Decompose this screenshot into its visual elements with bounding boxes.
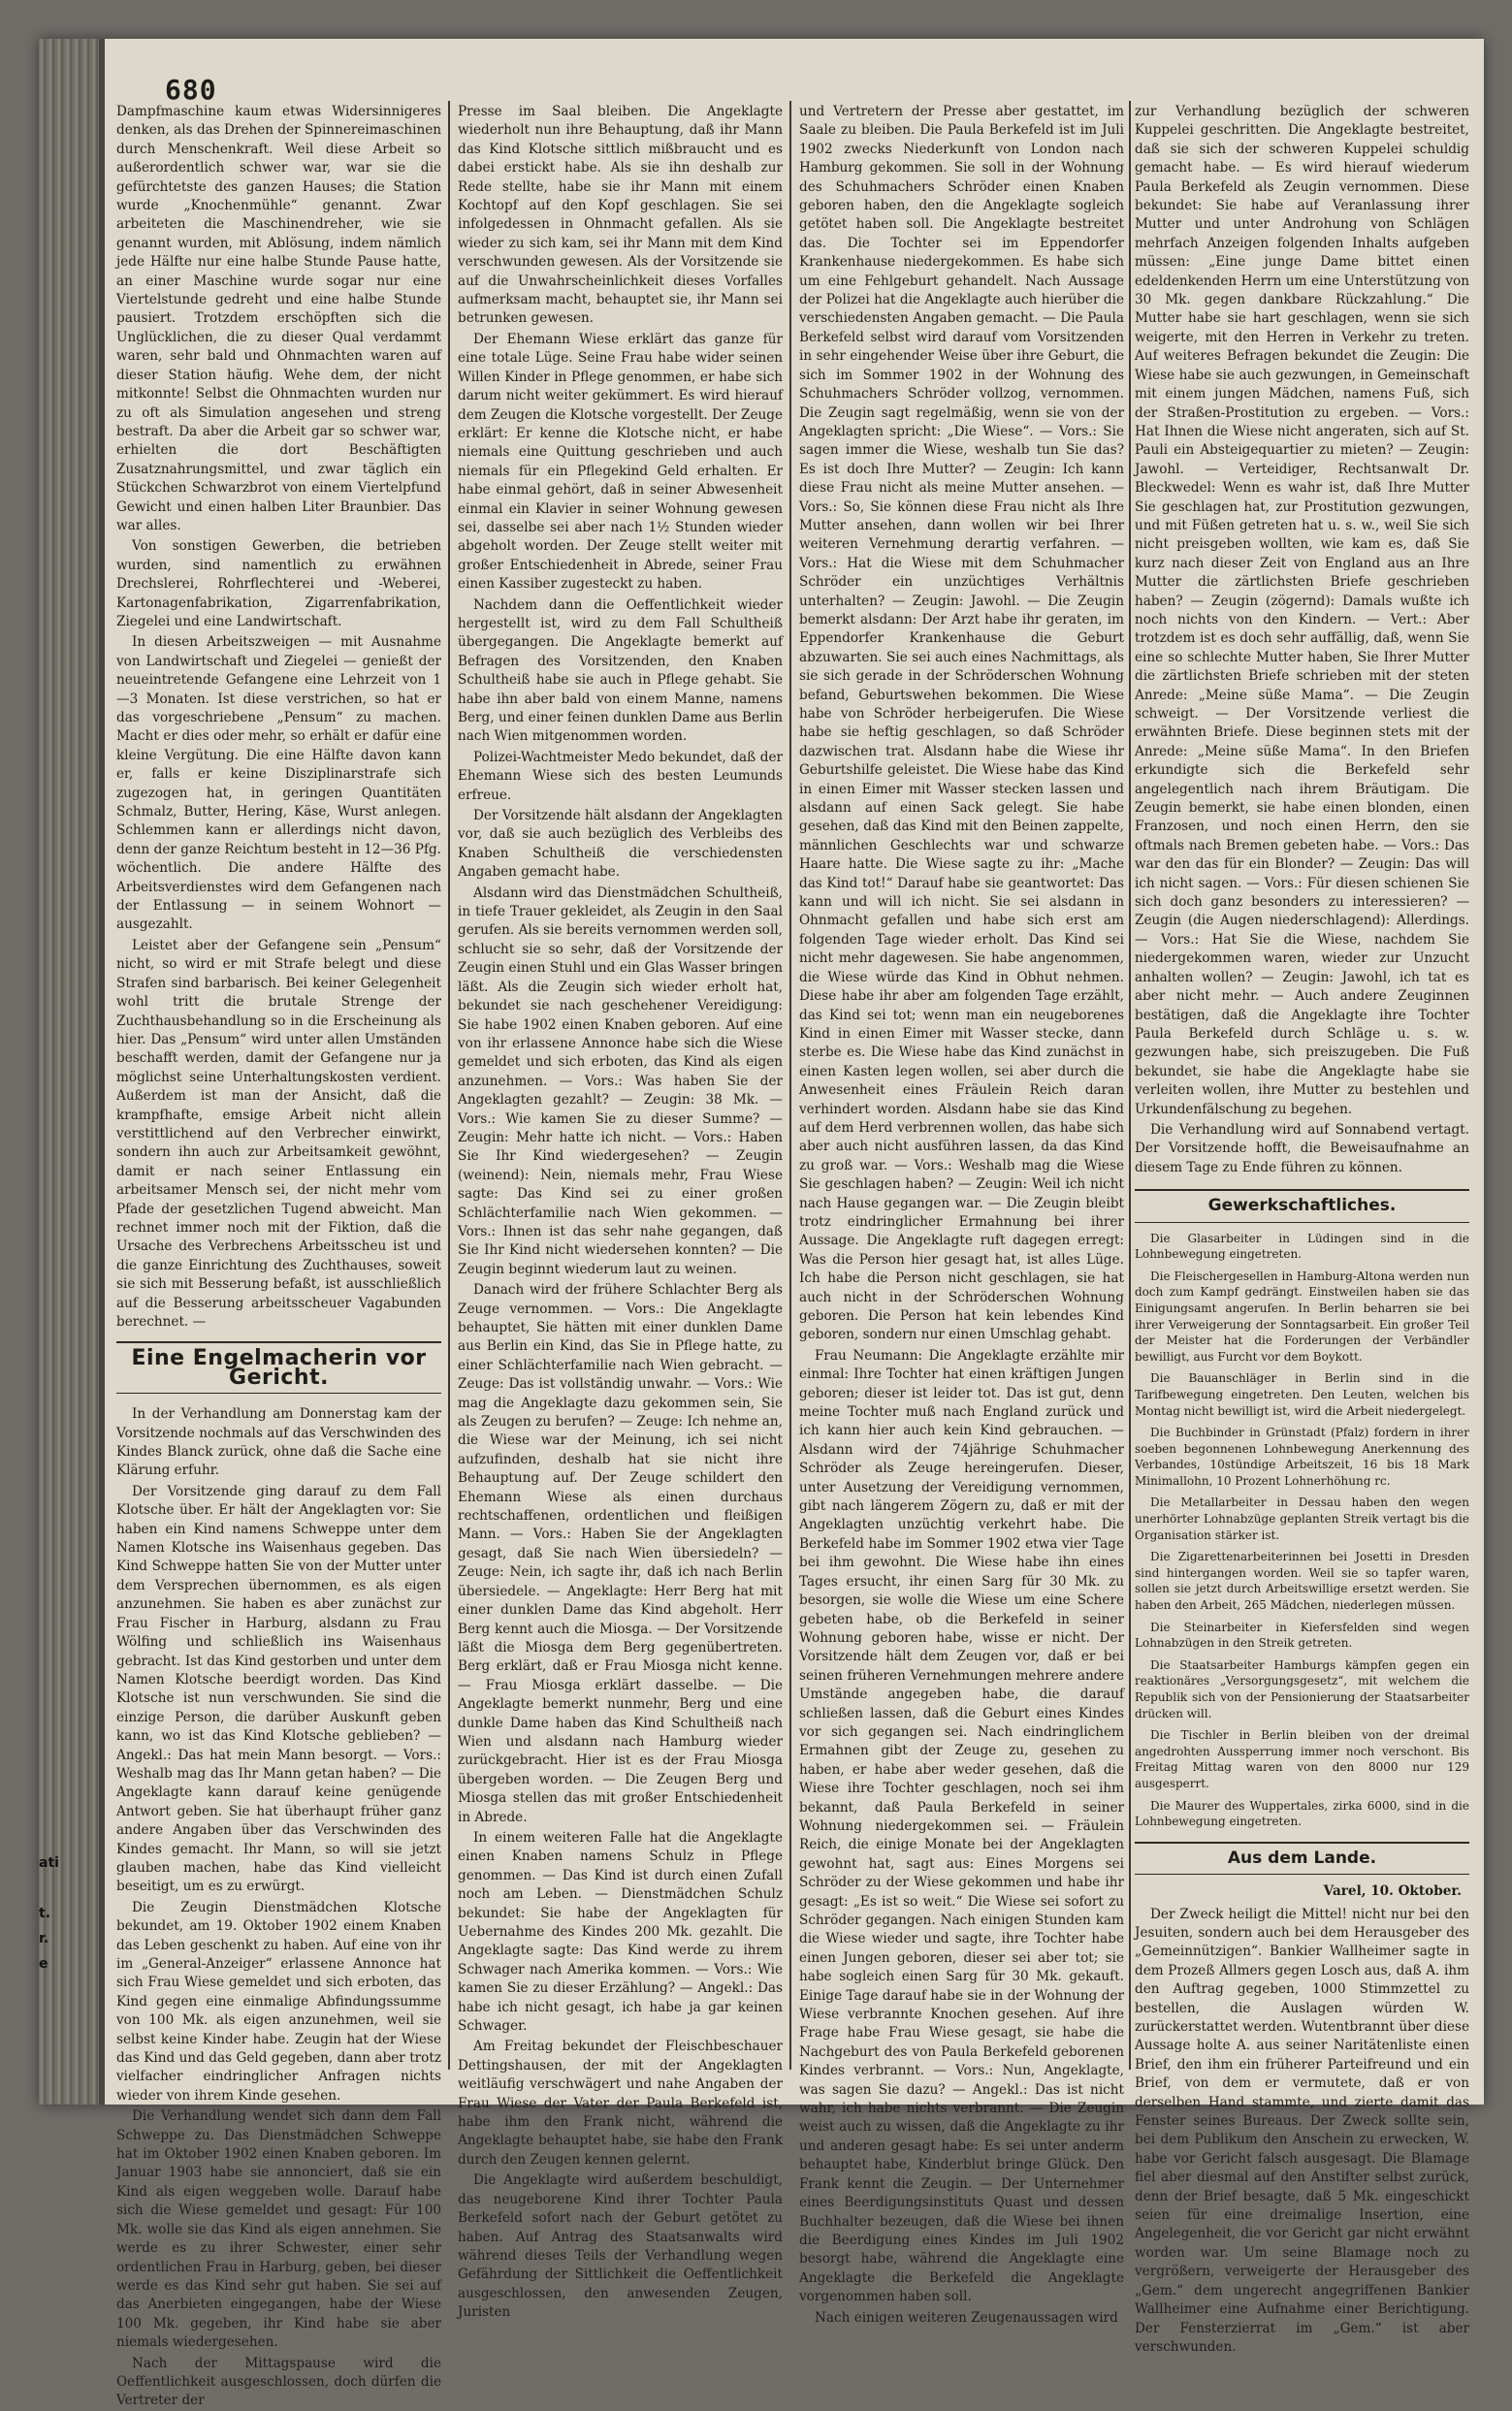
paragraph: In der Verhandlung am Donnerstag kam der Vorsitzende nochmals auf das Verschwinden des Kindes Blanck zurück, ohne daß die Sache eine Klärung erfuhr. xyxy=(116,1406,441,1479)
paragraph: Die Fleischergesellen in Hamburg-Altona werden nun doch zum Kampf gedrängt. Einstweilen haben sie das Einigungsamt angerufen. In Berlin beharren sie bei ihrer Verweigerung der Sonntagsarbeit. Ein großer Teil der Meister hat die Forderungen der Verbändler bewilligt, aus Furcht vor dem Boykott. xyxy=(1135,1269,1469,1364)
paragraph: zur Verhandlung bezüglich der schweren Kuppelei geschritten. Die Angeklagte bestreitet, daß sie sich der schweren Kuppelei schuldig gemacht habe. — Es wird hierauf wiederum Paula Berkefeld als Zeugin vernommen. Diese bekundet: Sie habe auf Veranlassung ihrer Mutter und unter Androhung von Schlägen mehrfach Anzeigen folgenden Inhalts aufgeben müssen: „Eine junge Dame bittet einen edeldenkenden Herrn um eine Unterstützung von 30 Mk. gegen dankbare Rückzahlung.“ Die Mutter habe sie hart geschlagen, wenn sie sich weigerte, mit den Herren in Verkehr zu treten. Auf weiteres Befragen bekundet die Zeugin: Die Wiese habe sie auch gezwungen, in Gemeinschaft mit einem jungen Mädchen, namens Fuß, sich der Straßen-Prostitution zu ergeben. — Vors.: Hat Ihnen die Wiese nicht angeraten, sich auf St. Pauli ein Absteigequartier zu mieten? — Zeugin: Jawohl. — Verteidiger, Rechtsanwalt Dr. Bleckwedel: Wenn es wahr ist, daß Ihre Mutter Sie geschlagen hat, zur Prostitution gezwungen, und mit Füßen getreten hat u. s. w., weil Sie sich nicht preisgeben wollten, wie kam es, daß Sie kurz nach dieser Zeit von England aus an Ihre Mutter die zärtlichsten Briefe geschrieben haben? — Zeugin (zögernd): Damals wußte ich noch nichts von den Kindern. — Vert.: Aber trotzdem ist es doch sehr auffällig, daß, wenn Sie eine so schlechte Mutter haben, Sie Ihrer Mutter die zärtlichsten Briefe schrieben mit der steten Anrede: „Meine süße Mama“. — Die Zeugin schweigt. — Der Vorsitzende verliest die erwähnten Briefe. Diese beginnen stets mit der Anrede: „Meine süße Mama“. In den Briefen erkundigte sich die Berkefeld sehr angelegentlich nach ihrem Bräutigam. Die Zeugin bemerkt, sie habe einen blonden, einen Franzosen, und noch einen Herrn, den sie oftmals nach Bremen gebeten habe. — Vors.: Das war den das für ein Blonder? — Zeugin: Das will ich nicht sagen. — Vors.: Für diesen schienen Sie sich doch ganz besonders zu interessieren? — Zeugin (die Augen niederschlagend): Allerdings. — Vors.: Hat Sie die Wiese, nachdem Sie niedergekommen waren, wieder zur Unzucht anhalten wollen? — Zeugin: Jawohl, ich tat es aber nicht mehr. — Auch andere Zeuginnen bestätigen, daß die Angeklagte ihre Tochter Paula Berkefeld durch Schläge u. s. w. gezwungen habe, sich preiszugeben. Die Fuß bekundet, sie habe die Angeklagte habe sie verleiten wollen, ihre Mutter zu bestehlen und Urkundenfälschung zu begehen. xyxy=(1135,104,1469,1117)
paragraph: Leistet aber der Gefangene sein „Pensum“ nicht, so wird er mit Strafe belegt und diese Strafen sind barbarisch. Bei keiner Gelegenheit wohl tritt die brutale Strenge der Zuchthausbehandlung so in die Erscheinung als hier. Das „Pensum“ wird unter allen Umständen beschafft werden, damit der Gefangene nur ja möglichst seine Unterhaltungskosten verdient. Außerdem ist man der Ansicht, daß die krampfhafte, emsige Arbeit nicht allein verstittlichend auf den Verbrecher einwirkt, sondern ihn auch zur Arbeitsamkeit gewöhnt, damit er nach seiner Entlassung ein arbeitsamer Mensch sei, der nicht mehr vom Pfade der gesetzlichen Tugend abweicht. Man rechnet immer noch mit der Fiktion, daß die Ursache des Verbrechens Arbeitsscheu ist und die ganze Einrichtung des Zuchthauses, soweit sie sich mit Besserung befaßt, ist ausschließlich auf die Besserung arbeitsscheuer Vagabunden berechnet. — xyxy=(116,937,441,1330)
paragraph: In einem weiteren Falle hat die Angeklagte einen Knaben namens Schulz in Pflege genommen. — Das Kind ist durch einen Zufall noch am Leben. — Dienstmädchen Schulz bekundet: Sie habe der Angeklagten für Uebernahme des Kindes 200 Mk. gezahlt. Die Angeklagte sagte: Das Kind werde zu ihrem Schwager nach Amerika kommen. — Vors.: Wie kamen Sie zu dieser Erzählung? — Angekl.: Das habe ich nicht gesagt, ich habe ja gar keinen Schwager. xyxy=(458,1829,783,2035)
adjacent-page-fragment xyxy=(39,1850,59,1977)
paragraph: Am Freitag bekundet der Fleischbeschauer Dettingshausen, der mit der Angeklagten weitläufig verschwägert und nahe Angaben der Frau Wiese der Vater der Paula Berkefeld ist, habe ihm den Frank nicht, während die Angeklagte behauptet habe, sie habe den Frank durch den Zeugen kennen gelernt. xyxy=(458,2039,783,2168)
paragraph: Die Buchbinder in Grünstadt (Pfalz) fordern in ihrer soeben begonnenen Lohnbewegung Anerkennung des Verbandes, 10stündige Arbeitszeit, 16 bis 18 Mark Minimallohn, 10 Prozent Lohnerhöhung rc. xyxy=(1135,1426,1469,1488)
paragraph: Der Vorsitzende ging darauf zu dem Fall Klotsche über. Er hält der Angeklagten vor: Sie haben ein Kind namens Schweppe unter dem Namen Klotsche ins Waisenhaus gegeben. Das Kind Schweppe hatten Sie von der Mutter unter dem Versprechen übernommen, es als eigen anzunehmen. Sie haben es aber zunächst zur Frau Fischer in Harburg, alsdann zu Frau Wölfing und schließlich ins Waisenhaus gebracht. Ist das Kind gestorben und unter dem Namen Klotsche beerdigt worden. Das Kind Klotsche ist nun verschwunden. Sie sind die einzige Person, die darüber Auskunft geben kann, wo ist das Kind Klotsche geblieben? — Angekl.: Das hat mein Mann besorgt. — Vors.: Weshalb mag das Ihr Mann getan haben? — Die Angeklagte kann darauf keine genügende Antwort geben. Sie hat überhaupt früher ganz andere Angaben über das Verschwinden des Kindes gemacht. Ihr Mann, so will sie jetzt glauben machen, habe das Kind vielleicht beseitigt, um es zu erwürgt. xyxy=(116,1483,441,1895)
column-4 xyxy=(1135,103,1469,2355)
article-body-engelmacherin xyxy=(116,1405,441,2411)
section-heading-gewerkschaftliches: Gewerkschaftliches. xyxy=(1135,1189,1469,1222)
paragraph: Dampfmaschine kaum etwas Widersinnigeres denken, als das Drehen der Spinnereimaschinen durch Menschenkraft. Weil diese Arbeit so außerordentlich schwer war, war sie die gefürchtetste des ganzen Hauses; die Station wurde „Knochenmühle“ genannt. Zwar arbeiteten die Maschinendreher, wie sie genannt wurden, mit Ablösung, indem nämlich jede Hälfte nur eine halbe Stunde Pause hatte, an einer Maschine wurde sogar nur eine Viertelstunde gedreht und eine halbe Stunde pausiert. Trotzdem erschöpften sich die Unglücklichen, die zu dieser Qual verdammt waren, sehr bald und Ohnmachten waren auf dieser Station häufig. Wehe dem, der nicht mitkonnte! Selbst die Ohnmachten wurden nur zu oft als Simulation angesehen und streng bestraft. Da aber die Arbeit gar so schwer war, erhielten die dort Beschäftigten Zusatznahrungsmittel, und zwar täglich ein Stückchen Schwarzbrot von einem Viertelpfund Gewicht und einen halben Liter Braunbier. Das war alles. xyxy=(116,104,441,533)
paragraph: Der Ehemann Wiese erklärt das ganze für eine totale Lüge. Seine Frau habe wider seinen Willen Kinder in Pflege genommen, er habe sich darum nicht weiter gekümmert. Es wird hierauf dem Zeugen die Klotsche vorgestellt. Der Zeuge erklärt: Er kenne die Klotsche nicht, er habe niemals eine Quittung geschrieben und auch niemals für ein Pflegekind Geld erhalten. Er habe einmal gehört, daß in seiner Abwesenheit einmal ein Klavier in seiner Wohnung gewesen sei, dasselbe sei aber nach 1½ Stunden wieder abgeholt worden. Der Zeuge stellt weiter mit großer Entschiedenheit in Abrede, seiner Frau einen Kassiber zugesteckt zu haben. xyxy=(458,331,783,593)
paragraph: Nach einigen weiteren Zeugenaussagen wird xyxy=(815,2309,1118,2326)
column-3 xyxy=(799,103,1124,2326)
paragraph: Die Verhandlung wird auf Sonnabend vertagt. Der Vorsitzende hofft, die Beweisaufnahme an diesem Tage zu Ende führen zu können. xyxy=(1135,1121,1469,1175)
article-continued-prison-labor xyxy=(116,103,441,1332)
fragment-line: r. xyxy=(39,1931,49,1946)
binding-edge xyxy=(99,39,105,2105)
page-number: 680 xyxy=(165,74,217,106)
section-heading-aus-dem-lande: Aus dem Lande. xyxy=(1135,1842,1469,1875)
paragraph: Die Bauanschläger in Berlin sind in die Tarifbewegung eingetreten. Den Leuten, welchen bis Montag nicht bewilligt ist, wird die Arbeit niedergelegt. xyxy=(1135,1371,1469,1418)
paragraph: Die Verhandlung wendet sich dann dem Fall Schweppe zu. Das Dienstmädchen Schweppe hat im Oktober 1902 einen Knaben geboren. Im Januar 1903 habe sie annonciert, daß sie ein Kind als eigen weggeben wolle. Darauf habe sich die Wiese gemeldet und gesagt: Für 100 Mk. wolle sie das Kind als eigen annehmen. Sie werde es zu ihrer Schwester, einer sehr ordentlichen Frau in Harburg, geben, bei dieser werde es das Kind sehr gut haben. Sie sei auf das Anerbieten eingegangen, habe der Wiese 100 Mk. gegeben, ihr Kind habe sie aber niemals wiedergesehen. xyxy=(116,2108,441,2351)
article-body-continued xyxy=(458,103,783,2323)
paragraph: und Vertretern der Presse aber gestattet, im Saale zu bleiben. Die Paula Berkefeld ist im Juli 1902 zwecks Niederkunft von London nach Hamburg gekommen. Sie soll in der Wohnung des Schuhmachers Schröder einen Knaben geboren haben, den die Angeklagte sogleich getötet haben soll. Die Angeklagte bestreitet das. Die Tochter sei im Eppendorfer Krankenhause niedergekommen. Es habe sich um eine Fehlgeburt gehandelt. Nach Aussage der Polizei hat die Angeklagte auch hierüber die verschiedensten Angaben gemacht. — Die Paula Berkefeld selbst wird darauf vom Vorsitzenden in sehr eingehender Weise über ihre Geburt, die sich im Sommer 1902 in der Wohnung des Schuhmachers Schröder vollzog, vernommen. Die Zeugin sagt regelmäßig, wenn sie von der Angeklagten spricht: „Die Wiese“. — Vors.: Sie sagen immer die Wiese, weshalb tun Sie das? Es ist doch Ihre Mutter? — Zeugin: Ich kann diese Frau nicht als meine Mutter ansehen. — Vors.: So, Sie können diese Frau nicht als Ihre Mutter ansehen, dann wollen wir bei Ihrer weiteren Vernehmung derartig verfahren. — Vors.: Hat die Wiese mit dem Schuhmacher Schröder ein unzüchtiges Verhältnis unterhalten? — Zeugin: Jawohl. — Die Zeugin bemerkt alsdann: Der Arzt habe ihr geraten, im Eppendorfer Krankenhause die Geburt abzuwarten. Sie sei auch eines Nachmittags, als sie sich gerade in der Schröderschen Wohnung befand, Geburtswehen bekommen. Die Wiese habe von Schröder herbeigerufen. Die Wiese habe sie heftig geschlagen, so daß Schröder dazwischen trat. Alsdann habe die Wiese ihr Geburtshilfe geleistet. Die Wiese habe das Kind in einen Eimer mit Wasser stecken lassen und alsdann auf einen Sack gelegt. Sie habe gesehen, daß das Kind mit den Beinen zappelte, männlichen Geschlechts war und schwarze Haare hatte. Die Wiese sagte zu ihr: „Mache das Kind tot!“ Darauf habe sie geantwortet: Das kann und will ich nicht. Sie sei alsdann in Ohnmacht gefallen und habe sich erst am folgenden Tage wieder erholt. Das Kind sei nicht mehr dagewesen. Sie habe angenommen, die Wiese würde das Kind in Obhut nehmen. Diese habe ihr aber am folgenden Tage erzählt, das Kind sei tot; wenn man ein neugeborenes Kind in einen Eimer mit Wasser stecke, dann sterbe es. Die Wiese habe das Kind zunächst in einen Kasten legen wollen, sei aber durch die Anwesenheit eines Fräulein Reich daran verhindert worden. Alsdann habe sie das Kind auf dem Herd verbrennen wollen, das habe sich aber auch nicht ausführen lassen, da das Kind zu groß war. — Vors.: Weshalb mag die Wiese Sie geschlagen haben? — Zeugin: Weil ich nicht nach Hause gegangen war. — Die Zeugin bleibt trotz eindringlicher Ermahnung bei ihrer Aussage. Die Angeklagte ruft dagegen erregt: Was die Person hier gesagt hat, ist alles Lüge. Ich habe die Person nicht geschlagen, sie hat auch nicht in der Schröderschen Wohnung geboren. Die Person hat kein lebendes Kind geboren, sondern nur einen Umschlag gehabt. xyxy=(799,104,1124,1343)
paragraph: Der Zweck heiligt die Mittel! nicht nur bei den Jesuiten, sondern auch bei dem Herausgeber des „Gemeinnützigen“. Bankier Wallheimer sagte in dem Prozeß Allmers gegen Losch aus, daß A. ihm den Auftrag gegeben, 1000 Stimmzettel zu bestellen, die Auslagen würden W. zurückerstattet werden. Wutentbrannt über diese Aussage holte A. aus seiner Naritätenliste einen Brief, den ihm ein früherer Parteifreund und ein Brief, von dem er vermutete, daß er von derselben Hand stammte, und zierte damit das Fenster seines Bureaus. Der Zweck sollte sein, bei dem Publikum den Anschein zu erwecken, W. habe vor Gericht falsch ausgesagt. Die Blamage fiel aber diesmal auf den Anstifter selbst zurück, denn der Brief besagte, daß 5 Mk. eingeschickt seien für eine dreimalige Insertion, eine Angelegenheit, die vor Gericht gar nicht erwähnt worden war. Um seine Blamage noch zu vergrößern, verweigerte der Herausgeber des „Gem.“ dem ungerecht angegriffenen Bankier Wallheimer eine Aufnahme einer Berichtigung. Der Fensterzierrat im „Gem.“ ist aber verschwunden. xyxy=(1135,1906,1469,2355)
fragment-line: ati xyxy=(39,1855,59,1871)
paragraph: Die Zeugin Dienstmädchen Klotsche bekundet, am 19. Oktober 1902 einem Knaben das Leben geschenkt zu haben. Auf eine von ihr im „General-Anzeiger“ erlassene Annonce hat sich Frau Wiese gemeldet und sich erboten, das Kind gegen eine einmalige Abfindungssumme von 100 Mk. als eigen anzunehmen, weil sie selbst keine Kinder habe. Zeugin hat der Wiese das Kind und das Geld gegeben, dann aber trotz vielfacher eindringlicher Anfragen nichts wieder von ihrem Kinde gesehen. xyxy=(116,1899,441,2104)
article-body-continued xyxy=(799,103,1124,2328)
binding-spine xyxy=(39,39,99,2105)
paragraph: Alsdann wird das Dienstmädchen Schultheiß, in tiefe Trauer gekleidet, als Zeugin in den Saal gerufen. Als sie bereits vernommen werden soll, schlucht sie so sehr, daß der Vorsitzende der Zeugin einen Stuhl und ein Glas Wasser bringen läßt. Als die Zeugin sich wieder erholt hat, bekundet sie nach geschehener Vereidigung: Sie habe 1902 einen Knaben geboren. Auf eine von ihr erlassene Annonce habe sich die Wiese gemeldet und sich erboten, das Kind als eigen anzunehmen. — Vors.: Was haben Sie der Angeklagten gezahlt? — Zeugin: 38 Mk. — Vors.: Wie kamen Sie zu dieser Summe? — Zeugin: Mehr hatte ich nicht. — Vors.: Haben Sie Ihr Kind wiedergesehen? — Zeugin (weinend): Nein, niemals mehr, Frau Wiese sagte: Das Kind sei zu einer großen Schlächterfamilie nach Wien gekommen. — Vors.: Ihnen ist das sehr nahe gegangen, daß Sie Ihr Kind nicht wiedersehen konnten? — Die Zeugin beginnt wiederum laut zu weinen. xyxy=(458,884,783,1277)
paragraph: Nach der Mittagspause wird die Oeffentlichkeit ausgeschlossen, doch dürfen die Vertreter der xyxy=(116,2355,441,2409)
paragraph: Der Vorsitzende hält alsdann der Angeklagten vor, daß sie auch bezüglich des Verbleibs des Knaben Schultheiß die verschiedensten Angaben gemacht habe. xyxy=(458,808,783,881)
paragraph: Die Steinarbeiter in Kiefersfelden sind wegen Lohnabzügen in den Streik getreten. xyxy=(1135,1620,1469,1651)
fragment-line: e xyxy=(39,1956,48,1972)
paragraph: Die Glasarbeiter in Lüdingen sind in die Lohnbewegung eingetreten. xyxy=(1135,1231,1469,1262)
union-news-list xyxy=(1135,1231,1469,1830)
paragraph: Frau Neumann: Die Angeklagte erzählte mir einmal: Ihre Tochter hat einen kräftigen Jungen geboren; dieser ist leider tot. Das ist gut, denn meine Tochter muß nach England zurück und ich kann hier auch kein Kind gebrauchen. — Alsdann wird der 74jährige Schuhmacher Schröder als Zeuge hereingerufen. Dieser, unter Ausetzung der Vereidigung vernommen, gibt nach längerem Zögern zu, daß er mit der Angeklagten unzüchtig verkehrt habe. Die Berkefeld habe im Sommer 1902 etwa vier Tage bei ihm gewohnt. Die Wiese habe ihn eines Tages ersucht, ihr einen Sarg für 30 Mk. zu besorgen, sie wolle die Wiese um eine Schere gebeten habe, ob die Berkefeld in seiner Wohnung geboren habe, wisse er nicht. Der Vorsitzende hält dem Zeugen vor, daß er bei seinen früheren Vernehmungen mehrere andere Umstände angegeben habe, die darauf schließen lassen, daß die Geburt eines Kindes vor sich gegangen sei. Nach eindringlichem Ermahnen gibt der Zeuge zu, gesehen zu haben, er habe aber weder gesehen, daß die Wiese ihre Tochter geschlagen, noch sei ihm bekannt, daß Paula Berkefeld in seiner Wohnung niedergekommen sei. — Fräulein Reich, die einige Monate bei der Angeklagten gewohnt hat, sagt aus: Eines Morgens sei Schröder zu der Wiese gekommen und habe ihr gesagt: „Es ist so weit.“ Die Wiese sei sofort zu Schröder gegangen. Nach einigen Stunden kam die Wiese wieder und sagte, ihre Tochter habe einen Jungen geboren, dieser sei aber tot; sie habe sogleich einen Sarg für 30 Mk. gekauft. Einige Tage darauf habe sie in der Wohnung der Wiese verbrannte Knochen gesehen. Auf ihre Frage habe Frau Wiese gesagt, sie habe die Nachgeburt des von Paula Berkefeld geborenen Kindes verbrannt. — Vors.: Nun, Angeklagte, was sagen Sie dazu? — Angekl.: Das ist nicht wahr, ich habe nichts verbrannt. — Die Zeugin weist auch zu wissen, daß die Angeklagte zu ihr und anderen gesagt habe: Es sei unter anderm behauptet habe, Kinderblut bringe Glück. Den Frank kennt die Zeugin. — Der Unternehmer eines Beerdigungsinstituts Quast und dessen Buchhalter bezeugen, daß die Wiese bei ihnen die Beerdigung eines Kindes im Juli 1902 besorgt habe, während die Angeklagte eine Angeklagte die Berkefeld die Angeklagte vorgenommen haben soll. xyxy=(799,1347,1124,2305)
fragment-line: t. xyxy=(39,1906,51,1921)
paragraph: Presse im Saal bleiben. Die Angeklagte wiederholt nun ihre Behauptung, daß ihr Mann das Kind Klotsche sittlich mißbraucht und es dabei erstickt habe. Als sie ihn deshalb zur Rede stellte, habe sie ihr Mann mit einem Kochtopf auf den Kopf geschlagen. Sie sei infolgedessen in Ohnmacht gefallen. Als sie wieder zu sich kam, sei ihr Mann mit dem Kind verschwunden gewesen. Als der Vorsitzende sie auf die Unwahrscheinlichkeit dieses Vorfalles aufmerksam macht, behauptet sie, ihr Mann sei betrunken gewesen. xyxy=(458,104,783,327)
column-rule xyxy=(1129,101,1131,2070)
paragraph: Polizei-Wachtmeister Medo bekundet, daß der Ehemann Wiese sich des besten Leumunds erfreue. xyxy=(458,749,783,803)
paragraph: Von sonstigen Gewerben, die betrieben wurden, sind namentlich zu erwähnen Drechslerei, Rohrflechterei und -Weberei, Kartonagenfabrikation, Zigarrenfabrikation, Ziegelei und eine Landwirtschaft. xyxy=(116,538,441,629)
column-2 xyxy=(458,103,783,2321)
column-1 xyxy=(116,103,441,2409)
paragraph: Die Staatsarbeiter Hamburgs kämpfen gegen ein reaktionäres „Versorgungsgesetz“, mit welchem die Republik sich von der Pensionierung der Staatsarbeiter drücken will. xyxy=(1135,1657,1469,1720)
paragraph: Die Maurer des Wuppertales, zirka 6000, sind in die Lohnbewegung eingetreten. xyxy=(1135,1798,1469,1829)
paragraph: Die Metallarbeiter in Dessau haben den wegen unerhörter Lohnabzüge geplanten Streik vertagt bis die Organisation stärker ist. xyxy=(1135,1495,1469,1542)
paragraph: Nachdem dann die Oeffentlichkeit wieder hergestellt ist, wird zu dem Fall Schultheiß übergegangen. Die Angeklagte bemerkt auf Befragen des Vorsitzenden, den Knaben Schultheiß habe sie auch in Pflege gehabt. Sie habe ihn aber bald von einem Manne, namens Berg, und einer feinen dunklen Dame aus Berlin nach Wien mitgenommen worden. xyxy=(458,596,783,745)
dateline: Varel, 10. Oktober. xyxy=(1323,1883,1462,1900)
paragraph: Die Tischler in Berlin bleiben von der dreimal angedrohten Aussperrung immer noch verschont. Bis Freitag Mittag waren von den 8000 nur 129 ausgesperrt. xyxy=(1135,1728,1469,1790)
land-news-body xyxy=(1135,1906,1469,2358)
paragraph: In diesen Arbeitszweigen — mit Ausnahme von Landwirtschaft und Ziegelei — genießt der neueintretende Gefangene eine Lehrzeit von 1—3 Monaten. Ist diese verstrichen, so hat er das vorgeschriebene „Pensum“ zu machen. Macht er dies oder mehr, so erhält er dafür eine kleine Vergütung. Die eine Hälfte davon kann er, falls er keine Disziplinarstrafe sich zugezogen hat, in geringen Quantitäten Schmalz, Butter, Hering, Käse, Wurst anlegen. Schlemmen kann er allerdings nicht davon, denn der ganze Reichtum besteht in 12—36 Pfg. wöchentlich. Die andere Hälfte des Arbeitsverdienstes wird dem Gefangenen nach der Entlassung — in seinem Wohnort — ausgezahlt. xyxy=(116,634,441,933)
paragraph: Danach wird der frühere Schlachter Berg als Zeuge vernommen. — Vors.: Die Angeklagte behauptet, Sie hätten mit einer dunklen Dame aus Berlin ein Kind, das Sie in Pflege hatte, zu einer Schlächterfamilie nach Wien gebracht. — Zeuge: Das ist vollständig unwahr. — Vors.: Wie mag die Angeklagte dazu gekommen sein, Sie als Zeugen zu berufen? — Zeuge: Ich nehme an, die Wiese war der Meinung, ich sei nicht aufzufinden, deshalb hat sie nicht ihre Behauptung auf. Der Zeuge schildert den Ehemann Wiese als einen durchaus rechtschaffenen, ordentlichen und fleißigen Mann. — Vors.: Haben Sie der Angeklagten gesagt, daß Sie nach Wien übersiedeln? — Zeuge: Nein, ich sagte ihr, daß ich nach Berlin übersiedele. — Angeklagte: Herr Berg hat mit einer dunklen Dame das Kind abgeholt. Herr Berg kennt auch die Miosga. — Der Vorsitzende läßt die Miosga dem Berg gegenübertreten. Berg erklärt, daß er Frau Miosga nicht kenne. — Frau Miosga erklärt dasselbe. — Die Angeklagte bemerkt nunmehr, Berg und eine dunkle Dame haben das Kind Schultheiß nach Wien und alsdann nach Hamburg wieder zurückgebracht. Hier ist es der Frau Miosga übergeben worden. — Die Zeugen Berg und Miosga stellen das mit großer Entschiedenheit in Abrede. xyxy=(458,1282,783,1825)
article-body-conclusion xyxy=(1135,103,1469,1177)
paragraph: Die Zigarettenarbeiterinnen bei Josetti in Dresden sind hintergangen worden. Weil sie so tapfer waren, sollen sie jetzt durch Arbeitswillige ersetzt werden. Sie haben den Arbeit, 265 Mädchen, niederlegen müssen. xyxy=(1135,1550,1469,1613)
column-rule xyxy=(789,101,791,2070)
column-rule xyxy=(448,101,450,2070)
paragraph: Die Angeklagte wird außerdem beschuldigt, das neugeborene Kind ihrer Tochter Paula Berkefeld sofort nach der Geburt getötet zu haben. Auf Antrag des Staatsanwalts wird während dieses Teils der Verhandlung wegen Gefährdung der Sittlichkeit die Oeffentlichkeit ausgeschlossen, den anwesenden Zeugen, Juristen xyxy=(458,2172,783,2321)
article-headline-engelmacherin: Eine Engelmacherin vor Gericht. xyxy=(116,1341,441,1394)
newspaper-page xyxy=(39,39,1484,2409)
